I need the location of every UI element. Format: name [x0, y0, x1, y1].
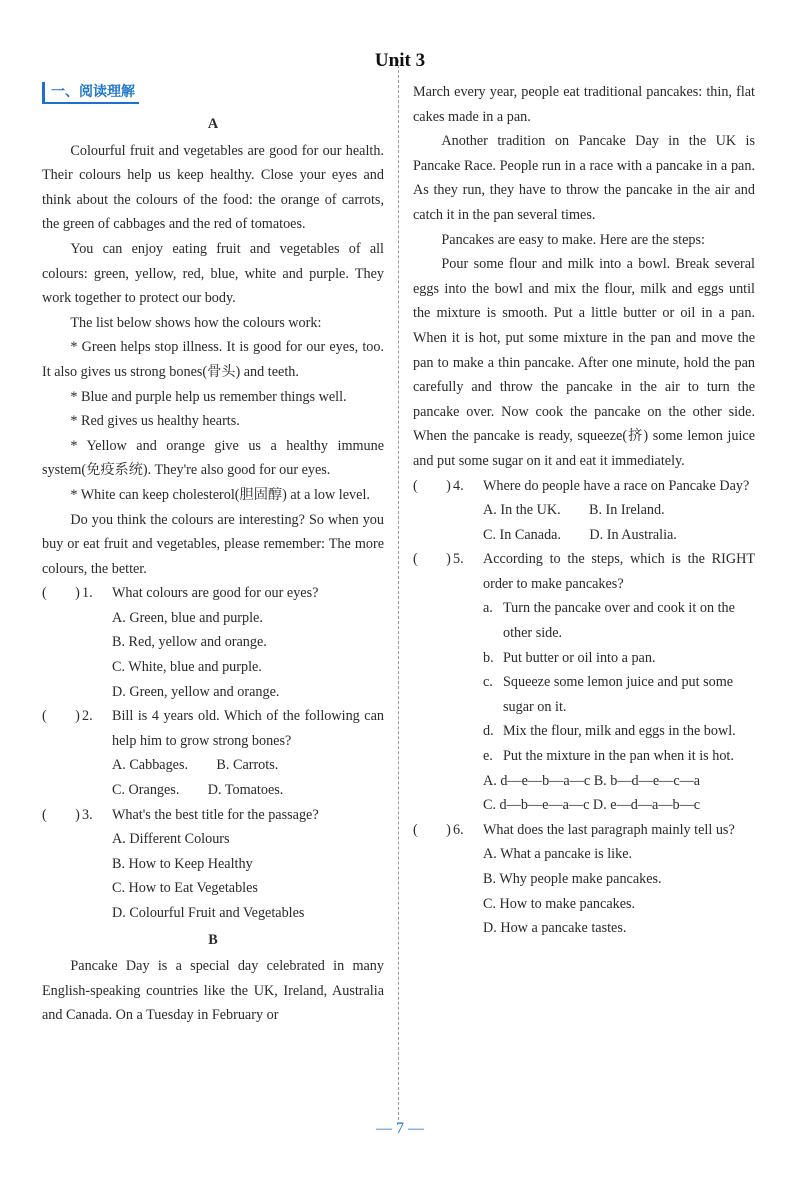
- right-column: [413, 80, 755, 941]
- option: C. White, blue and purple.: [112, 659, 262, 676]
- question-number: 2.: [82, 708, 93, 725]
- passage-a-list-item: * Blue and purple help us remember things well.: [70, 388, 347, 405]
- answer-blank[interactable]: ( ): [413, 821, 451, 838]
- passage-a-list-item: * White can keep cholesterol(胆固醇) at a low level.: [70, 486, 370, 503]
- passage-a-paragraph: You can enjoy eating fruit and vegetables of all colours: green, yellow, red, blue, white and purple. They work together to protect our body.: [42, 240, 384, 307]
- option: A. Different Colours: [112, 831, 230, 848]
- step-item: [413, 744, 755, 769]
- step-label: b.: [483, 649, 494, 666]
- step-label: d.: [483, 723, 494, 740]
- passage-b-paragraph: Pancakes are easy to make. Here are the steps:: [441, 231, 705, 248]
- answer-blank[interactable]: ( ): [42, 585, 80, 602]
- section-heading: 一、阅读理解: [42, 82, 139, 104]
- passage-a-list-item: * Green helps stop illness. It is good for our eyes, too. It also gives us strong bones(骨头) and teeth.: [42, 339, 384, 380]
- passage-b-paragraph: Pour some flour and milk into a bowl. Break several eggs into the bowl and mix the flour, milk and eggs until the mixture is smooth. Put a little butter or oil in a pan. When it is hot, put some mixture in the pan and move the pan to make a thin pancake. After one minute, hold the pan carefully and throw the pancake in the air to turn the pancake over. Now cook the pancake on the other side. When the pancake is ready, squeeze(挤) some lemon juice and put some sugar on it and eat it immediately.: [413, 256, 755, 469]
- answer-blank[interactable]: ( ): [42, 708, 80, 725]
- step-text: Turn the pancake over and cook it on the other side.: [503, 600, 735, 642]
- left-column: [42, 80, 384, 1028]
- option: B. Why people make pancakes.: [483, 871, 662, 887]
- option: A. d—e—b—a—c B. b—d—e—c—a: [483, 772, 701, 789]
- option: C. Oranges. D. Tomatoes.: [112, 782, 284, 799]
- option: B. How to Keep Healthy: [112, 855, 253, 872]
- page-title: Unit 3: [374, 50, 426, 71]
- answer-blank[interactable]: ( ): [413, 477, 451, 494]
- step-label: a.: [483, 600, 493, 617]
- question-5: [413, 547, 755, 596]
- option: A. Green, blue and purple.: [112, 609, 263, 626]
- option: C. How to Eat Vegetables: [112, 880, 258, 897]
- step-text: Put butter or oil into a pan.: [503, 649, 656, 666]
- step-text: Mix the flour, milk and eggs in the bowl.: [503, 723, 736, 740]
- option: B. Red, yellow and orange.: [112, 634, 267, 651]
- option: A. In the UK. B. In Ireland.: [483, 502, 665, 519]
- passage-a-heading: A: [207, 116, 219, 132]
- question-number: 5.: [453, 551, 464, 568]
- passage-a-list-item: * Yellow and orange give us a healthy immune system(免疫系统). They're also good for our eyes.: [42, 437, 384, 479]
- question-text: What does the last paragraph mainly tell us?: [483, 821, 735, 838]
- question-number: 4.: [453, 477, 464, 494]
- question-2: [42, 704, 384, 753]
- option: C. In Canada. D. In Australia.: [483, 526, 677, 543]
- passage-a-paragraph: Colourful fruit and vegetables are good for our health. Their colours help us keep healthy. Close your eyes and think about the colours of the food: the orange of carrots, the green of cabbages and the red of tomatoes.: [42, 142, 384, 233]
- passage-a-paragraph: The list below shows how the colours work:: [70, 314, 322, 331]
- question-4: [413, 474, 755, 499]
- option: C. d—b—e—a—c D. e—d—a—b—c: [483, 797, 701, 814]
- question-text: Bill is 4 years old. Which of the following can help him to grow strong bones?: [112, 708, 384, 749]
- step-item: [413, 719, 755, 744]
- step-item: [413, 646, 755, 671]
- passage-a-paragraph: Do you think the colours are interesting? So when you buy or eat fruit and vegetables, please remember: The more colours, the better.: [42, 511, 384, 577]
- option: C. How to make pancakes.: [483, 895, 636, 912]
- question-text: What colours are good for our eyes?: [112, 585, 319, 602]
- option: D. Colourful Fruit and Vegetables: [112, 905, 305, 921]
- question-number: 1.: [82, 585, 93, 602]
- answer-blank[interactable]: ( ): [413, 551, 451, 568]
- question-6: [413, 818, 755, 843]
- question-3: [42, 803, 384, 828]
- option: D. Green, yellow and orange.: [112, 683, 280, 700]
- option: D. How a pancake tastes.: [483, 920, 627, 937]
- step-label: e.: [483, 748, 493, 765]
- step-text: Put the mixture in the pan when it is hot.: [503, 748, 734, 765]
- column-divider: [398, 60, 399, 1120]
- passage-b-paragraph: Pancake Day is a special day celebrated in many English-speaking countries like the UK, Ireland, Australia and Canada. On a Tuesday in February or: [42, 958, 384, 1024]
- page-number: — 7 —: [376, 1120, 424, 1137]
- question-text: Where do people have a race on Pancake Day?: [483, 477, 750, 494]
- option: A. What a pancake is like.: [483, 846, 633, 863]
- step-item: [413, 670, 755, 719]
- question-text: What's the best title for the passage?: [112, 806, 319, 823]
- passage-b-paragraph: Another tradition on Pancake Day in the UK is Pancake Race. People run in a race with a pancake in a pan. As they run, they have to throw the pancake in the air and catch it in the pan several times.: [413, 133, 755, 223]
- question-number: 3.: [82, 806, 93, 823]
- step-label: c.: [483, 674, 493, 691]
- step-text: Squeeze some lemon juice and put some sugar on it.: [503, 674, 734, 715]
- passage-b-paragraph-continued: March every year, people eat traditional pancakes: thin, flat cakes made in a pan.: [413, 84, 755, 125]
- question-1: [42, 581, 384, 606]
- option: A. Cabbages. B. Carrots.: [112, 757, 279, 774]
- step-item: [413, 596, 755, 645]
- question-text: According to the steps, which is the RIGHT order to make pancakes?: [483, 551, 755, 592]
- answer-blank[interactable]: ( ): [42, 806, 80, 823]
- passage-b-heading: B: [208, 931, 218, 948]
- question-number: 6.: [453, 821, 464, 838]
- passage-a-list-item: * Red gives us healthy hearts.: [70, 413, 240, 430]
